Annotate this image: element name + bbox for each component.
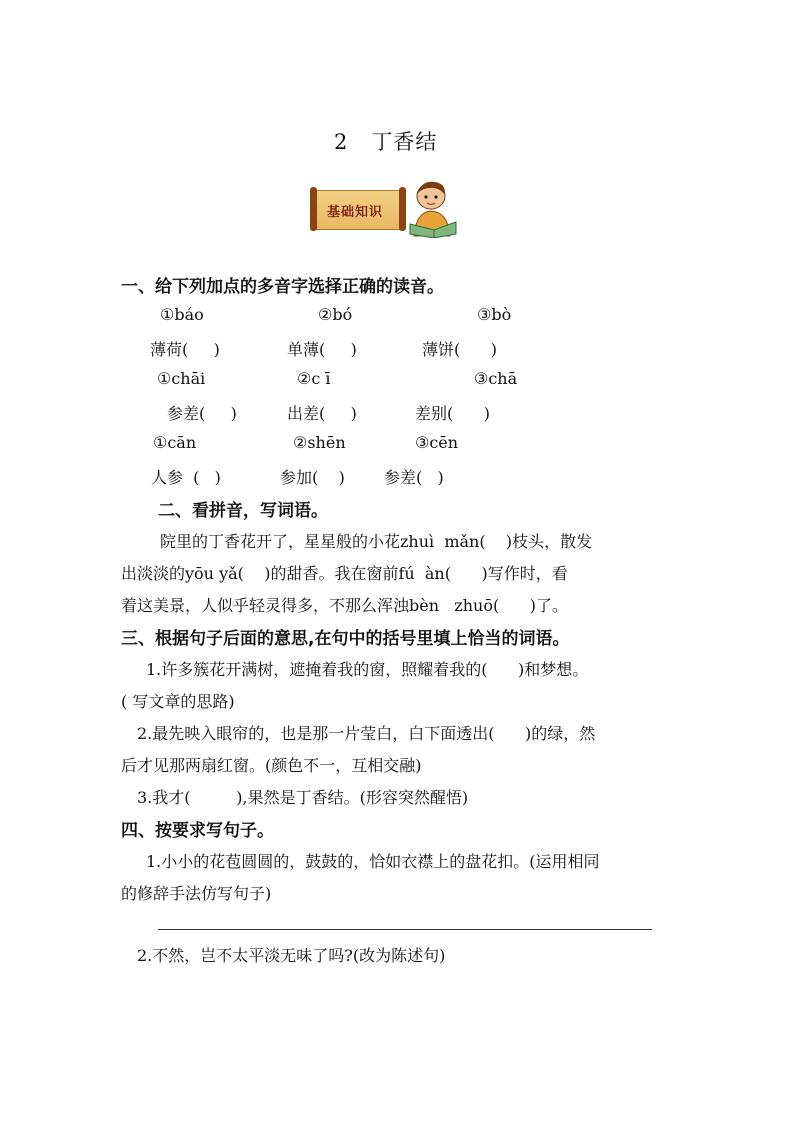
pinyin-option: ②bó xyxy=(318,305,353,324)
section-banner xyxy=(312,178,452,238)
section-3-heading: 三、根据句子后面的意思,在句中的括号里填上恰当的词语。 xyxy=(121,629,570,649)
pinyin-option: ①báo xyxy=(160,305,204,324)
word-blank: 出差( ) xyxy=(287,404,357,423)
answer-line xyxy=(158,929,652,930)
pinyin-option: ③cēn xyxy=(415,433,459,452)
paragraph-line: 出淡淡的yōu yǎ( )的甜香。我在窗前fú àn( )写作时，看 xyxy=(121,564,568,583)
pinyin-option: ②shēn xyxy=(293,433,346,452)
paragraph-line: 院里的丁香花开了，星星般的小花zhuì mǎn( )枝头，散发 xyxy=(160,532,593,551)
word-blank: 参差( ) xyxy=(167,404,237,423)
question-line: ( 写文章的思路) xyxy=(121,692,235,711)
page-title: 2 丁香结 xyxy=(334,130,438,154)
banner-label: 基础知识 xyxy=(327,205,384,220)
scroll-banner xyxy=(314,190,402,230)
pinyin-option: ①chāi xyxy=(157,369,206,388)
reading-child-icon xyxy=(404,178,464,238)
question-line: 2.最先映入眼帘的，也是那一片莹白，白下面透出( )的绿，然 xyxy=(137,724,596,743)
word-blank: 人参 ( ) xyxy=(151,468,221,487)
pinyin-option: ③chā xyxy=(474,369,518,388)
section-1-heading: 一、给下列加点的多音字选择正确的读音。 xyxy=(121,277,444,297)
question-line: 3.我才( ),果然是丁香结。(形容突然醒悟) xyxy=(137,788,469,807)
word-blank: 参差( ) xyxy=(384,468,444,487)
question-line: 的修辞手法仿写句子) xyxy=(121,884,272,903)
pinyin-option: ②c ī xyxy=(297,369,331,388)
pinyin-option: ①cān xyxy=(153,433,197,452)
section-4-heading: 四、按要求写句子。 xyxy=(121,821,274,841)
question-line: 后才见那两扇红窗。(颜色不一，互相交融) xyxy=(121,756,422,775)
word-blank: 差别( ) xyxy=(415,404,491,423)
paragraph-line: 着这美景，人似乎轻灵得多，不那么浑浊bèn zhuō( )了。 xyxy=(121,596,568,615)
question-line: 1.许多簇花开满树，遮掩着我的窗，照耀着我的( )和梦想。 xyxy=(146,660,589,679)
word-blank: 单薄( ) xyxy=(287,340,357,359)
question-line: 1.小小的花苞圆圆的，鼓鼓的，恰如衣襟上的盘花扣。(运用相同 xyxy=(146,852,600,871)
word-blank: 参加( ) xyxy=(280,468,345,487)
section-2-heading: 二、看拼音，写词语。 xyxy=(158,501,328,521)
question-line: 2.不然，岂不太平淡无味了吗?(改为陈述句) xyxy=(137,946,446,965)
pinyin-option: ③bò xyxy=(477,305,512,324)
word-blank: 薄饼( ) xyxy=(422,340,498,359)
word-blank: 薄荷( ) xyxy=(150,340,220,359)
